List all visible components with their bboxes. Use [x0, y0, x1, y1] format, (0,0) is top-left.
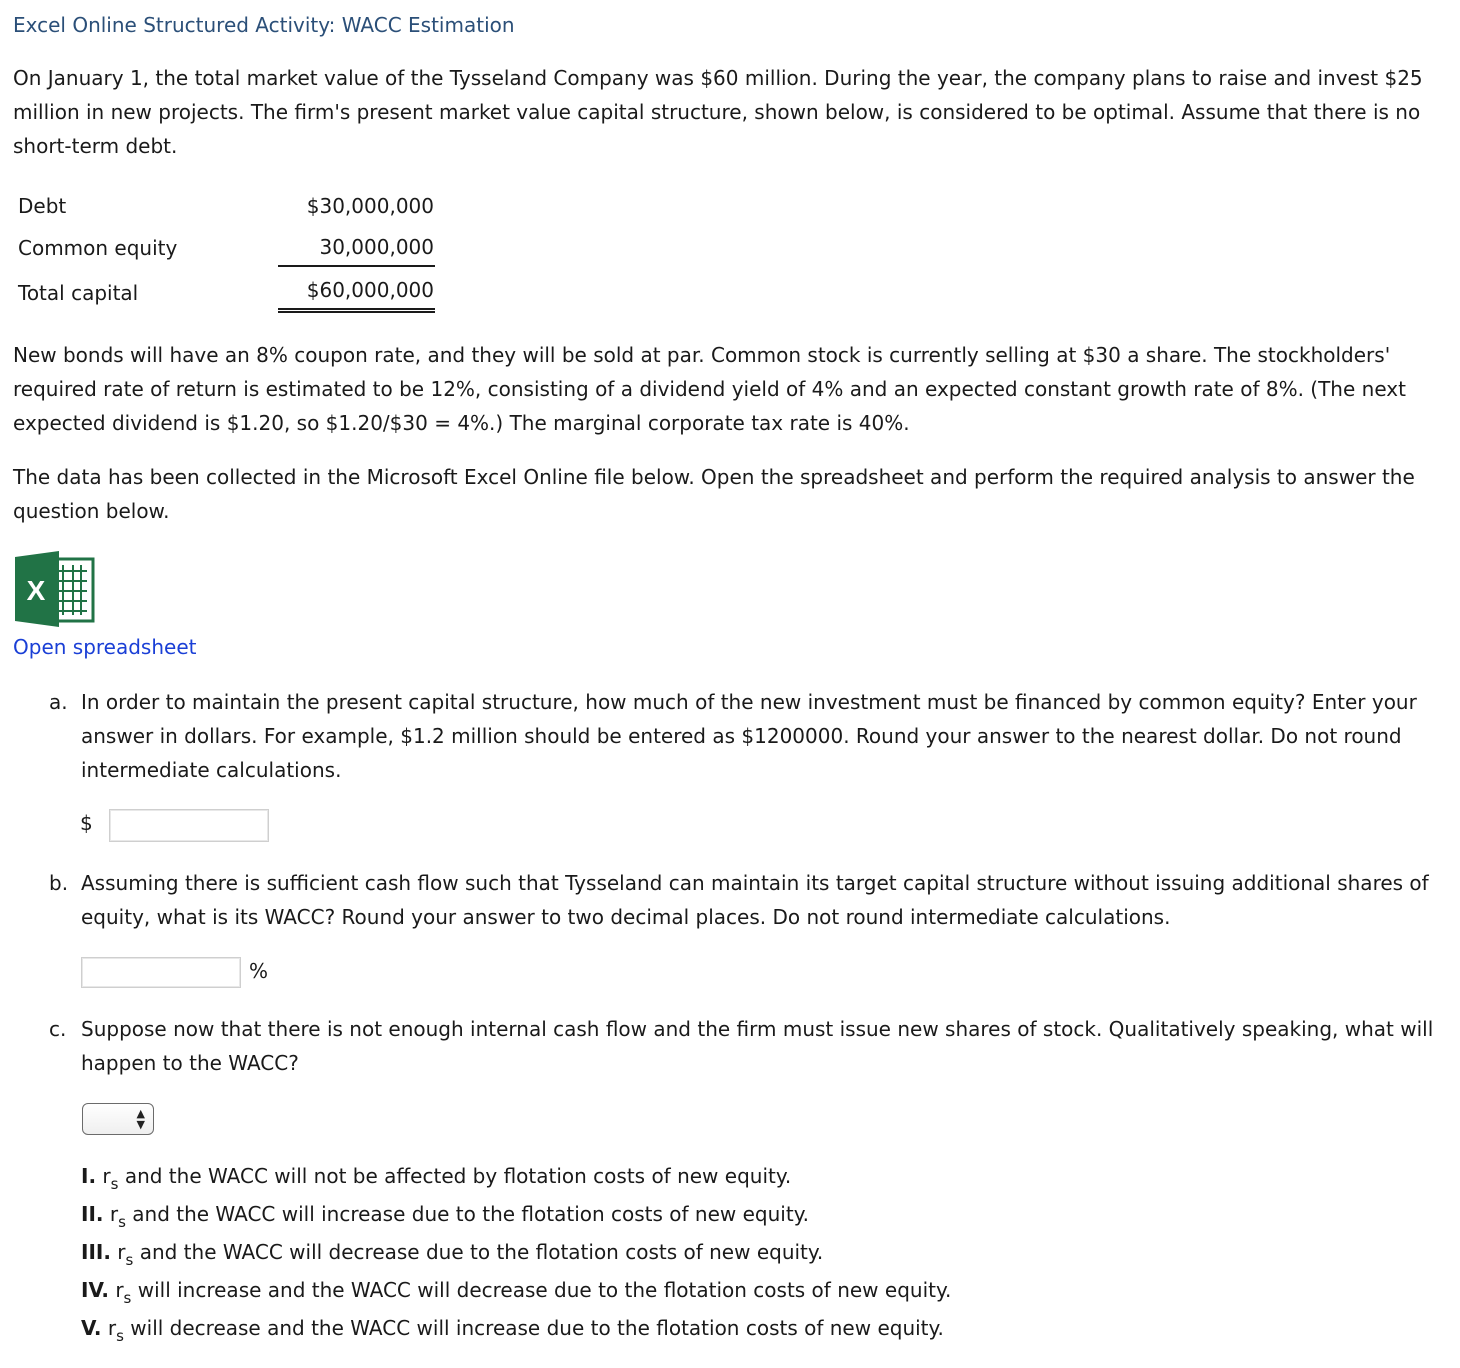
question-line: answer in dollars. For example, $1.2 million should be entered as $1200000. Round your answer to the nearest dollar. Do not round	[81, 724, 1402, 748]
question-b-text	[81, 866, 1451, 934]
option-iv: IV. $r_s$ will increase and the WACC will decrease due to the flotation costs of new equity.	[81, 1278, 952, 1307]
question-line: equity, what is its WACC? Round your answer to two decimal places. Do not round intermediate calculations.	[81, 905, 1171, 929]
bonds-line: required rate of return is estimated to be 12%, consisting of a dividend yield of 4% and an expected constant growth rate of 8%. (The next	[13, 377, 1406, 401]
option-v: V. $r_s$ will decrease and the WACC will increase due to the flotation costs of new equity.	[81, 1316, 944, 1345]
debt-value: $30,000,000	[306, 194, 434, 218]
page-title: Excel Online Structured Activity: WACC Estimation	[13, 13, 515, 37]
percent-suffix: %	[249, 959, 269, 983]
total-capital-value: $60,000,000	[306, 278, 434, 302]
data-line: The data has been collected in the Microsoft Excel Online file below. Open the spreadsheet and perform the required analysis to answer the	[13, 465, 1415, 489]
bonds-paragraph	[13, 338, 1453, 440]
excel-icon[interactable]	[15, 551, 95, 627]
question-line: Suppose now that there is not enough internal cash flow and the firm must issue new shares of stock. Qualitatively speaking, what will	[81, 1017, 1434, 1041]
common-equity-value: 30,000,000	[319, 235, 434, 259]
bonds-line: expected dividend is $1.20, so $1.20/$30 = 4%.) The marginal corporate tax rate is 40%.	[13, 411, 910, 435]
answer-b-input[interactable]	[81, 957, 241, 988]
question-a-letter: a.	[49, 690, 68, 714]
question-line: intermediate calculations.	[81, 758, 342, 782]
dollar-prefix: $	[80, 811, 93, 835]
intro-line: million in new projects. The firm's present market value capital structure, shown below, is considered to be optimal. Assume that there is no	[13, 100, 1421, 124]
question-c-text	[81, 1012, 1451, 1080]
debt-label: Debt	[18, 194, 67, 218]
bonds-line: New bonds will have an 8% coupon rate, and they will be sold at par. Common stock is currently selling at $30 a share. The stockholders'	[13, 343, 1391, 367]
intro-line: On January 1, the total market value of the Tysseland Company was $60 million. During the year, the company plans to raise and invest $25	[13, 66, 1423, 90]
question-line: Assuming there is sufficient cash flow such that Tysseland can maintain its target capital structure without issuing additional shares of	[81, 871, 1429, 895]
answer-c-select[interactable]	[82, 1103, 154, 1135]
option-iii: III. $r_s$ and the WACC will decrease due to the flotation costs of new equity.	[81, 1240, 824, 1269]
total-double-rule	[278, 308, 435, 313]
question-line: happen to the WACC?	[81, 1051, 299, 1075]
question-b-letter: b.	[49, 871, 69, 895]
option-i: I. $r_s$ and the WACC will not be affected by flotation costs of new equity.	[81, 1164, 792, 1193]
option-ii: II. $r_s$ and the WACC will increase due to the flotation costs of new equity.	[81, 1202, 810, 1231]
question-line: In order to maintain the present capital structure, how much of the new investment must be financed by common equity? Enter your	[81, 690, 1417, 714]
up-down-arrows-icon: ▲ ▼	[136, 1107, 145, 1131]
open-spreadsheet-link[interactable]: Open spreadsheet	[13, 635, 197, 659]
common-equity-label: Common equity	[18, 236, 178, 260]
subtotal-rule	[278, 265, 435, 267]
data-line: question below.	[13, 499, 170, 523]
question-c-letter: c.	[49, 1017, 67, 1041]
question-a-text	[81, 685, 1451, 787]
intro-paragraph	[13, 61, 1453, 163]
intro-line: short-term debt.	[13, 134, 178, 158]
data-paragraph	[13, 460, 1453, 528]
total-capital-label: Total capital	[18, 281, 139, 305]
answer-a-input[interactable]	[109, 809, 269, 842]
svg-text:X: X	[26, 575, 46, 606]
